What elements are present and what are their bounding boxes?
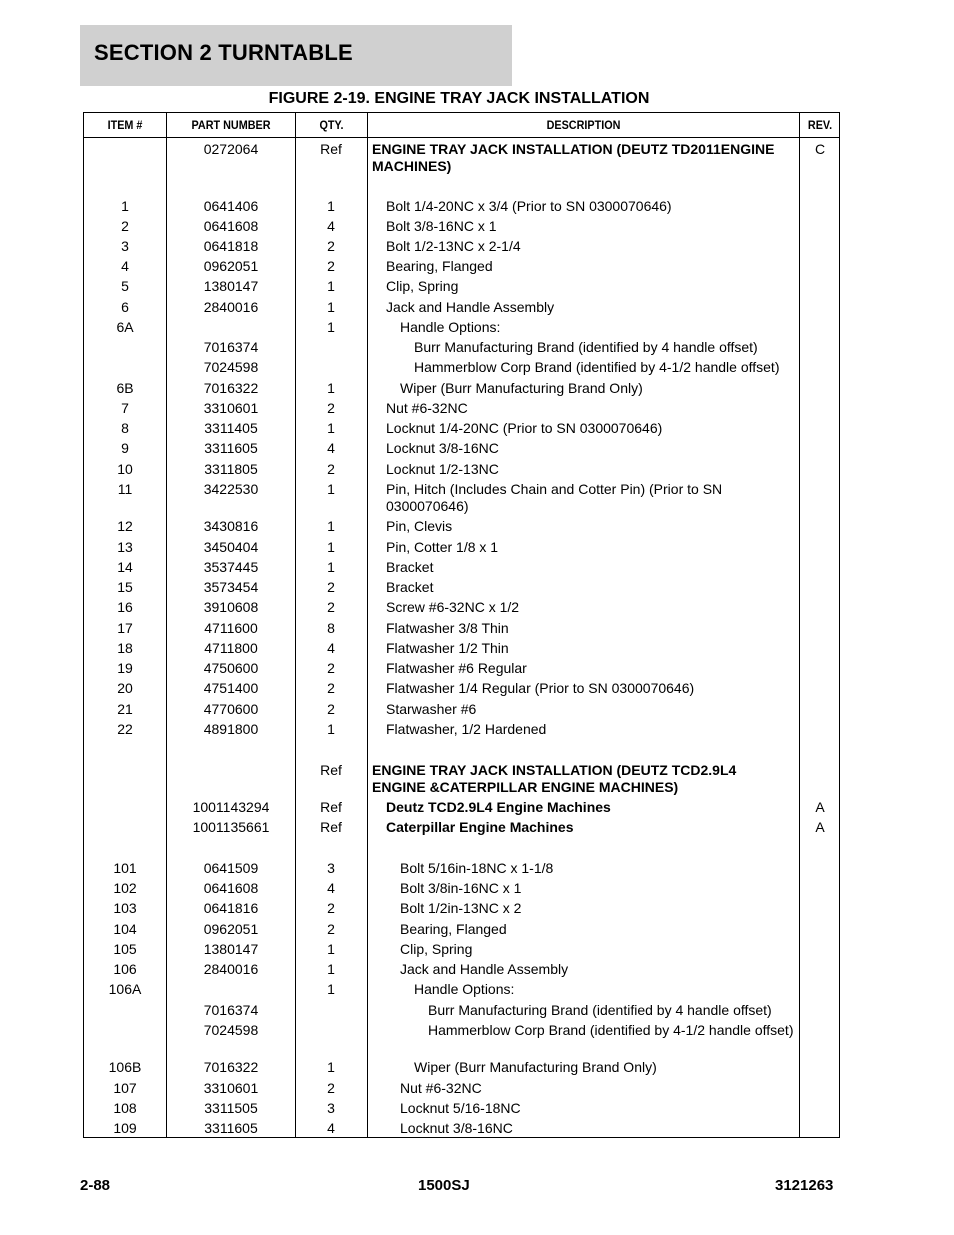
description-cell: Bracket [386, 579, 434, 595]
qty-cell: 1 [327, 1059, 335, 1075]
part-number-cell: 1001135661 [192, 819, 270, 835]
description-cell: Bolt 1/4-20NC x 3/4 (Prior to SN 0300070646) [386, 198, 672, 214]
description-cell: Bolt 3/8in-16NC x 1 [400, 880, 522, 896]
part-number-cell: 7016322 [203, 1059, 259, 1075]
qty-cell: 1 [327, 721, 335, 737]
description-cell: Locknut 5/16-18NC [400, 1100, 521, 1116]
qty-cell: 2 [327, 238, 335, 254]
item-cell: 9 [121, 440, 129, 456]
item-cell: 102 [113, 880, 137, 896]
description-cell: Bolt 1/2in-13NC x 2 [400, 900, 522, 916]
description-cell: Hammerblow Corp Brand (identified by 4-1/2 handle offset) [414, 359, 780, 375]
qty-cell: 4 [327, 440, 335, 456]
rev-cell: A [815, 819, 825, 835]
part-number-cell: 3310601 [203, 1080, 259, 1096]
description-cell: Nut #6-32NC [386, 400, 468, 416]
part-number-cell: 4891800 [203, 721, 259, 737]
header-description: DESCRIPTION [546, 118, 621, 132]
header-rev: REV. [807, 118, 833, 132]
qty-cell: 1 [327, 481, 335, 497]
part-number-cell: 7016374 [203, 339, 259, 355]
qty-cell: 2 [327, 921, 335, 937]
qty-cell: 2 [327, 900, 335, 916]
part-number-cell: 3537445 [203, 559, 259, 575]
item-cell: 10 [117, 461, 133, 477]
description-cell: ENGINE TRAY JACK INSTALLATION (DEUTZ TCD2.9L4 ENGINE &CATERPILLAR ENGINE MACHINES) [372, 762, 737, 795]
item-cell: 4 [121, 258, 129, 274]
qty-cell: 2 [327, 1080, 335, 1096]
description-cell: Deutz TCD2.9L4 Engine Machines [386, 799, 611, 815]
item-cell: 8 [121, 420, 129, 436]
qty-cell: 1 [327, 299, 335, 315]
description-cell: Bearing, Flanged [386, 258, 493, 274]
page-number: 2-88 [80, 1177, 111, 1194]
qty-cell: 2 [327, 599, 335, 615]
part-number-cell: 0962051 [203, 921, 259, 937]
qty-cell: 2 [327, 680, 335, 696]
description-cell: Flatwasher #6 Regular [386, 660, 527, 676]
part-number-cell: 3573454 [203, 579, 259, 595]
item-cell: 105 [113, 941, 137, 957]
part-number-cell: 7016374 [203, 1002, 259, 1018]
description-cell: Burr Manufacturing Brand (identified by 4 handle offset) [414, 339, 758, 355]
description-cell: Clip, Spring [400, 941, 473, 957]
part-number-cell: 7024598 [203, 1022, 259, 1038]
part-number-cell: 0962051 [203, 258, 259, 274]
description-cell: Pin, Clevis [386, 518, 453, 534]
header-item: ITEM # [107, 118, 143, 132]
qty-cell: 1 [327, 961, 335, 977]
part-number-cell: 3311605 [204, 1120, 258, 1136]
part-number-cell: 0641816 [203, 900, 259, 916]
qty-cell: 2 [327, 400, 335, 416]
item-cell: 108 [113, 1100, 137, 1116]
document-number: 3121263 [775, 1177, 834, 1194]
item-cell: 2 [121, 218, 129, 234]
description-cell: Clip, Spring [386, 278, 459, 294]
qty-cell: 2 [327, 701, 335, 717]
description-cell: Wiper (Burr Manufacturing Brand Only) [414, 1059, 657, 1075]
description-cell: Bracket [386, 559, 434, 575]
description-cell: Locknut 1/2-13NC [386, 461, 499, 477]
description-cell: Wiper (Burr Manufacturing Brand Only) [400, 380, 643, 396]
table-body [84, 113, 839, 1137]
item-cell: 21 [117, 701, 133, 717]
part-number-cell: 1380147 [203, 941, 259, 957]
item-cell: 106B [108, 1059, 142, 1075]
item-cell: 106A [108, 981, 142, 997]
parts-table [83, 112, 840, 1138]
part-number-cell: 3430816 [203, 518, 259, 534]
qty-cell: 4 [327, 640, 335, 656]
item-cell: 106 [113, 961, 137, 977]
part-number-cell: 3311605 [204, 440, 258, 456]
item-cell: 18 [117, 640, 133, 656]
description-cell: Flatwasher, 1/2 Hardened [386, 721, 547, 737]
qty-cell: 2 [327, 461, 335, 477]
item-cell: 15 [117, 579, 133, 595]
description-cell: Locknut 1/4-20NC (Prior to SN 0300070646) [386, 420, 663, 436]
part-number-cell: 0272064 [203, 141, 259, 157]
item-cell: 20 [117, 680, 133, 696]
item-cell: 5 [121, 278, 129, 294]
item-cell: 19 [117, 660, 133, 676]
part-number-cell: 4770600 [203, 701, 259, 717]
qty-cell: 1 [327, 278, 335, 294]
qty-cell: 1 [327, 559, 335, 575]
qty-cell: 1 [327, 518, 335, 534]
item-cell: 6B [116, 380, 134, 396]
item-cell: 104 [113, 921, 137, 937]
item-cell: 14 [117, 559, 133, 575]
item-cell: 109 [113, 1120, 137, 1136]
item-cell: 6A [116, 319, 134, 335]
description-cell: Bearing, Flanged [400, 921, 507, 937]
part-number-cell: 0641509 [203, 860, 259, 876]
part-number-cell: 0641406 [203, 198, 259, 214]
part-number-cell: 3311805 [204, 461, 258, 477]
part-number-cell: 3422530 [203, 481, 259, 497]
description-cell: Bolt 5/16in-18NC x 1-1/8 [400, 860, 554, 876]
qty-cell: 3 [327, 1100, 335, 1116]
item-cell: 16 [117, 599, 133, 615]
qty-cell: 4 [327, 880, 335, 896]
item-cell: 17 [117, 620, 133, 636]
qty-cell: 8 [327, 620, 335, 636]
part-number-cell: 0641608 [203, 880, 259, 896]
qty-cell: 2 [327, 258, 335, 274]
description-cell: Locknut 3/8-16NC [400, 1120, 513, 1136]
description-cell: Nut #6-32NC [400, 1080, 482, 1096]
qty-cell: 2 [327, 660, 335, 676]
qty-cell: Ref [320, 799, 342, 815]
part-number-cell: 3910608 [203, 599, 259, 615]
description-cell: Pin, Hitch (Includes Chain and Cotter Pin) (Prior to SN 0300070646) [386, 481, 723, 514]
description-cell: Locknut 3/8-16NC [386, 440, 499, 456]
part-number-cell: 7016322 [203, 380, 259, 396]
description-cell: Flatwasher 3/8 Thin [386, 620, 509, 636]
item-cell: 22 [117, 721, 133, 737]
description-cell: Starwasher #6 [386, 701, 477, 717]
part-number-cell: 2840016 [203, 299, 259, 315]
part-number-cell: 3310601 [203, 400, 259, 416]
qty-cell: Ref [320, 819, 342, 835]
description-cell: Caterpillar Engine Machines [386, 819, 574, 835]
part-number-cell: 0641818 [203, 238, 259, 254]
section-title: SECTION 2 TURNTABLE [94, 40, 353, 65]
description-cell: Flatwasher 1/4 Regular (Prior to SN 0300070646) [386, 680, 695, 696]
item-cell: 1 [121, 198, 129, 214]
part-number-cell: 3311405 [204, 420, 258, 436]
item-cell: 3 [121, 238, 129, 254]
qty-cell: 2 [327, 579, 335, 595]
item-cell: 13 [117, 539, 133, 555]
part-number-cell: 7024598 [203, 359, 259, 375]
part-number-cell: 0641608 [203, 218, 259, 234]
item-cell: 11 [117, 481, 133, 497]
item-cell: 107 [113, 1080, 137, 1096]
item-cell: 6 [121, 299, 129, 315]
item-cell: 12 [117, 518, 133, 534]
item-cell: 103 [113, 900, 137, 916]
header-part-number: PART NUMBER [191, 118, 271, 132]
part-number-cell: 1001143294 [192, 799, 270, 815]
description-cell: Handle Options: [400, 319, 501, 335]
item-cell: 7 [121, 400, 129, 416]
description-cell: Flatwasher 1/2 Thin [386, 640, 509, 656]
description-cell: Pin, Cotter 1/8 x 1 [386, 539, 499, 555]
description-cell: Hammerblow Corp Brand (identified by 4-1/2 handle offset) [428, 1022, 794, 1038]
description-cell: Handle Options: [414, 981, 515, 997]
qty-cell: 4 [327, 218, 335, 234]
qty-cell: 3 [327, 860, 335, 876]
qty-cell: 4 [327, 1120, 335, 1136]
qty-cell: 1 [327, 198, 335, 214]
part-number-cell: 4750600 [203, 660, 259, 676]
qty-cell: 1 [327, 981, 335, 997]
qty-cell: 1 [327, 420, 335, 436]
qty-cell: 1 [327, 539, 335, 555]
qty-cell: 1 [327, 319, 335, 335]
part-number-cell: 3450404 [203, 539, 259, 555]
rev-cell: C [814, 141, 826, 157]
description-cell: Bolt 1/2-13NC x 2-1/4 [386, 238, 521, 254]
qty-cell: 1 [327, 941, 335, 957]
part-number-cell: 4751400 [203, 680, 259, 696]
item-cell: 101 [113, 860, 137, 876]
part-number-cell: 1380147 [203, 278, 259, 294]
qty-cell: Ref [320, 141, 342, 157]
part-number-cell: 2840016 [203, 961, 259, 977]
description-cell: Bolt 3/8-16NC x 1 [386, 218, 497, 234]
description-cell: ENGINE TRAY JACK INSTALLATION (DEUTZ TD2011ENGINE MACHINES) [372, 141, 775, 174]
figure-title: FIGURE 2-19. ENGINE TRAY JACK INSTALLATION [268, 90, 650, 107]
rev-cell: A [815, 799, 825, 815]
qty-cell: Ref [320, 762, 342, 778]
description-cell: Jack and Handle Assembly [400, 961, 569, 977]
part-number-cell: 4711600 [204, 620, 258, 636]
part-number-cell: 4711800 [204, 640, 258, 656]
description-cell: Screw #6-32NC x 1/2 [386, 599, 520, 615]
model-number: 1500SJ [418, 1177, 470, 1194]
description-cell: Burr Manufacturing Brand (identified by 4 handle offset) [428, 1002, 772, 1018]
description-cell: Jack and Handle Assembly [386, 299, 555, 315]
qty-cell: 1 [327, 380, 335, 396]
part-number-cell: 3311505 [204, 1100, 258, 1116]
header-qty: QTY. [319, 118, 344, 132]
